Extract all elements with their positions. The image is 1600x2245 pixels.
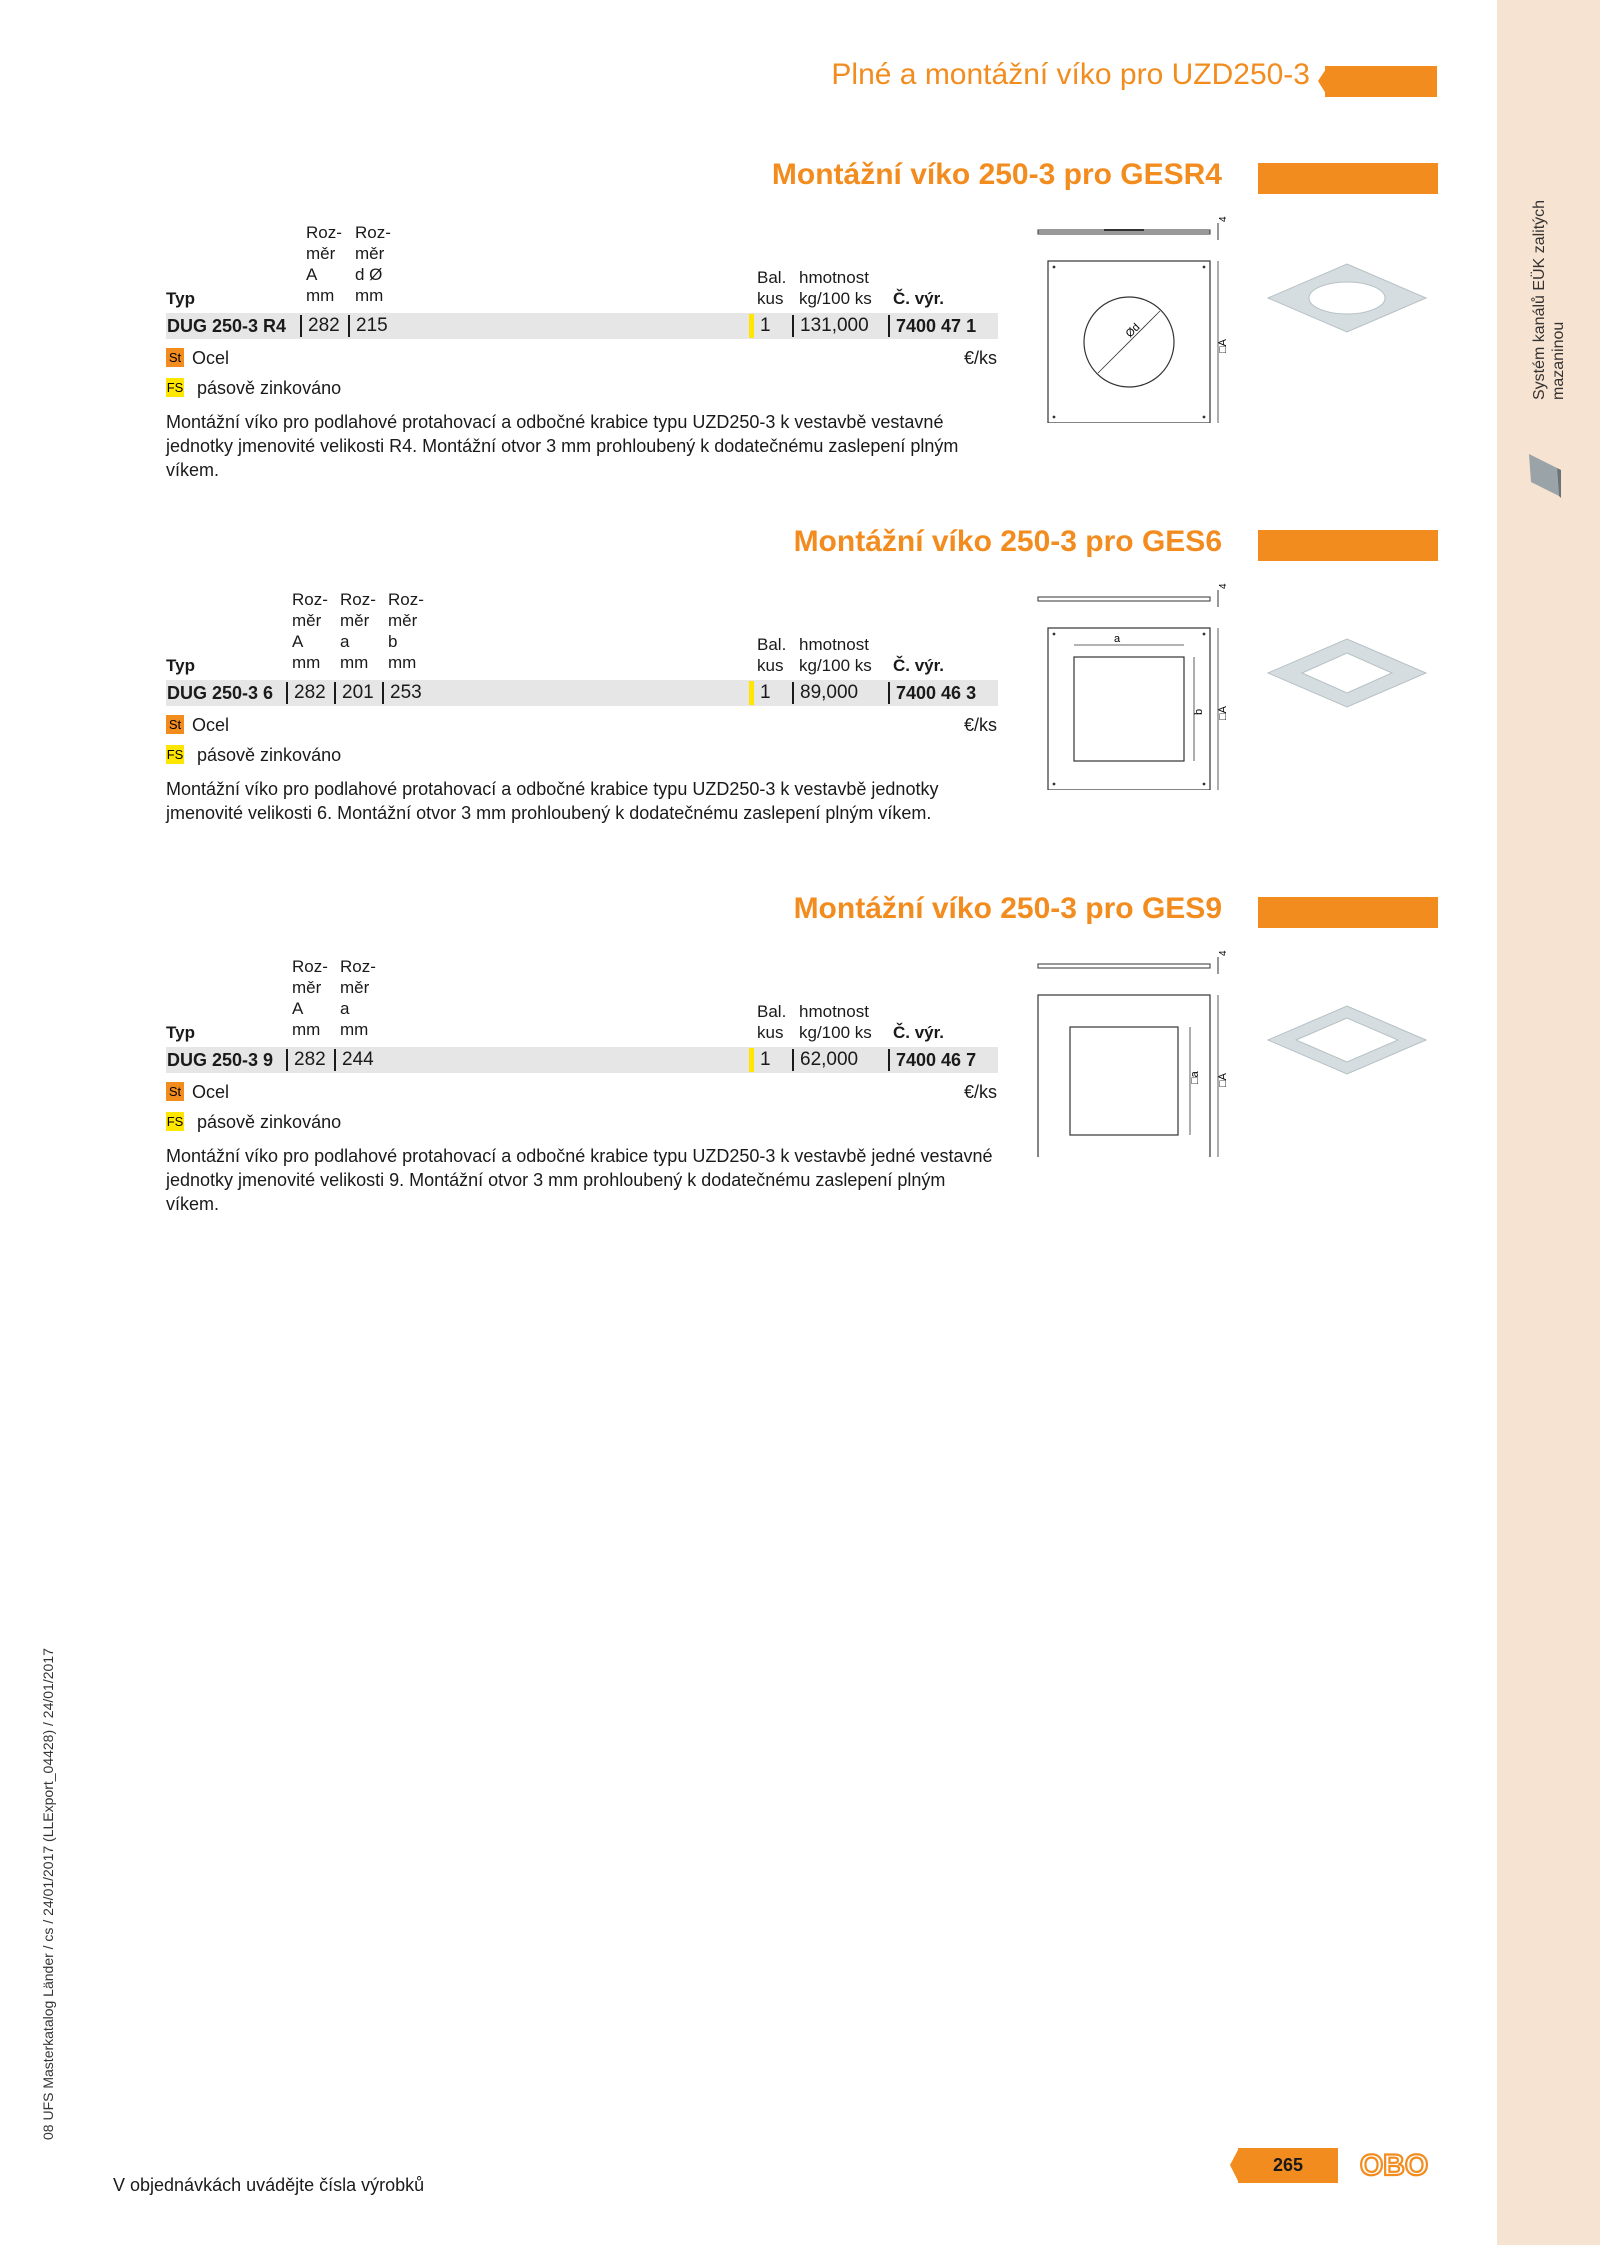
col-dim-inner-a: Roz- měr a mm <box>340 590 376 672</box>
separator <box>286 1049 288 1071</box>
row-dim-a: 282 <box>294 1049 326 1070</box>
row-dim-a: 282 <box>294 682 326 703</box>
row-dim-inner-a: 201 <box>342 682 374 703</box>
technical-drawing-ges6 <box>1030 575 1230 790</box>
svg-text:a: a <box>1114 633 1121 645</box>
separator <box>888 1049 890 1071</box>
col-dim-a: Roz- měr A mm <box>292 957 328 1039</box>
col-dim-d: Roz- měr d Ø mm <box>355 223 391 305</box>
separator <box>334 1049 336 1071</box>
finish-label: pásově zinkováno <box>197 745 342 765</box>
separator <box>888 315 890 337</box>
separator <box>888 682 890 704</box>
description: Montážní víko pro podlahové protahovací a odbočné krabice typu UZD250-3 k vestavbě jedné vestavné jednotky jmenovité velikosti 9. Montážní otvor 3 mm prohloubený k dodatečnému zaslepení plným víkem. <box>166 1146 993 1214</box>
col-bal: Bal. kus <box>757 268 787 308</box>
yellow-marker <box>749 1048 754 1072</box>
product-image-gesr4 <box>1262 258 1432 338</box>
separator <box>334 682 336 704</box>
svg-text:□A: □A <box>1217 339 1229 353</box>
row-dim-a: 282 <box>308 315 340 336</box>
product-image-ges6 <box>1262 633 1432 713</box>
svg-text:4: 4 <box>1218 216 1229 222</box>
finish-label: pásově zinkováno <box>197 1112 342 1132</box>
row-typ: DUG 250-3 6 <box>167 683 274 703</box>
section-title-ges9: Montážní víko 250-3 pro GES9 <box>793 892 1222 925</box>
svg-text:4: 4 <box>1218 950 1229 956</box>
col-hmotnost: hmotnost kg/100 ks <box>799 1002 872 1042</box>
row-hmotnost: 62,000 <box>800 1049 859 1070</box>
row-hmotnost: 89,000 <box>800 682 859 703</box>
row-hmotnost: 131,000 <box>800 315 869 336</box>
table-row <box>166 313 998 339</box>
technical-drawing-ges9 <box>1030 942 1230 1157</box>
section-title-gesr4: Montážní víko 250-3 pro GESR4 <box>771 158 1222 191</box>
footer-note: V objednávkách uvádějte čísla výrobků <box>113 2175 425 2195</box>
col-cvyr: Č. výr. <box>893 656 945 675</box>
section-accent-bar <box>1258 897 1438 928</box>
material-badge: St <box>166 1082 184 1101</box>
technical-drawing-gesr4 <box>1030 208 1230 423</box>
row-dim-d: 215 <box>356 315 388 336</box>
col-dim-a: Roz- měr A mm <box>306 223 342 305</box>
price-unit: €/ks <box>963 715 997 735</box>
row-bal: 1 <box>760 1049 771 1070</box>
material-label: Ocel <box>192 1082 230 1102</box>
title-accent-bar <box>1325 66 1437 97</box>
finish-badge: FS <box>166 380 184 395</box>
separator <box>792 1049 794 1071</box>
section-accent-bar <box>1258 530 1438 561</box>
finish-badge: FS <box>166 1114 184 1129</box>
separator <box>382 682 384 704</box>
col-hmotnost: hmotnost kg/100 ks <box>799 268 872 308</box>
material-label: Ocel <box>192 348 230 368</box>
row-bal: 1 <box>760 315 771 336</box>
price-unit: €/ks <box>963 1082 997 1102</box>
yellow-marker <box>749 314 754 338</box>
svg-text:□a: □a <box>1189 1071 1201 1084</box>
finish-label: pásově zinkováno <box>197 378 342 398</box>
svg-text:4: 4 <box>1218 583 1229 589</box>
col-typ: Typ <box>166 289 195 308</box>
row-typ: DUG 250-3 R4 <box>167 316 287 336</box>
separator <box>286 682 288 704</box>
col-cvyr: Č. výr. <box>893 1023 945 1042</box>
svg-text:b: b <box>1193 708 1205 715</box>
row-cvyr: 7400 46 3 <box>896 683 977 703</box>
section-title-ges6: Montážní víko 250-3 pro GES6 <box>793 525 1222 558</box>
svg-text:OBO: OBO <box>1359 2149 1429 2182</box>
sidebar-label: Systém kanálů EÜK zalitých mazaninou <box>1531 199 1567 400</box>
obo-logo-icon <box>1354 2148 1434 2182</box>
material-label: Ocel <box>192 715 230 735</box>
col-bal: Bal. kus <box>757 635 787 675</box>
price-unit: €/ks <box>963 348 997 368</box>
section-accent-bar <box>1258 163 1438 194</box>
table-row <box>166 680 998 706</box>
page-number: 265 <box>1238 2148 1338 2183</box>
col-dim-a: Roz- měr A mm <box>292 590 328 672</box>
svg-text:Ød: Ød <box>1123 321 1143 341</box>
print-metadata: 08 UFS Masterkatalog Länder / cs / 24/01/2017 (LLExport_04428) / 24/01/2017 <box>40 1648 56 2140</box>
separator <box>348 315 350 337</box>
table-row <box>166 1047 998 1073</box>
col-dim-b: Roz- měr b mm <box>388 590 424 672</box>
row-dim-b: 253 <box>390 682 422 703</box>
page-title: Plné a montážní víko pro UZD250-3 <box>831 58 1310 91</box>
col-cvyr: Č. výr. <box>893 289 945 308</box>
col-typ: Typ <box>166 1023 195 1042</box>
separator <box>300 315 302 337</box>
svg-text:□A: □A <box>1217 706 1229 720</box>
separator <box>792 682 794 704</box>
row-cvyr: 7400 47 1 <box>896 316 977 336</box>
svg-text:□A: □A <box>1217 1073 1229 1087</box>
material-badge: St <box>166 715 184 734</box>
description: Montážní víko pro podlahové protahovací a odbočné krabice typu UZD250-3 k vestavbě jednotky jmenovité velikosti 6. Montážní otvor 3 mm prohloubený k dodatečnému zaslepení plným víkem. <box>166 779 939 823</box>
col-hmotnost: hmotnost kg/100 ks <box>799 635 872 675</box>
col-typ: Typ <box>166 656 195 675</box>
separator <box>792 315 794 337</box>
row-bal: 1 <box>760 682 771 703</box>
col-dim-inner-a: Roz- měr a mm <box>340 957 376 1039</box>
row-cvyr: 7400 46 7 <box>896 1050 977 1070</box>
row-dim-inner-a: 244 <box>342 1049 374 1070</box>
row-typ: DUG 250-3 9 <box>167 1050 274 1070</box>
col-bal: Bal. kus <box>757 1002 787 1042</box>
section-marker-icon <box>1527 450 1563 500</box>
finish-badge: FS <box>166 747 184 762</box>
material-badge: St <box>166 348 184 367</box>
product-image-ges9 <box>1262 1000 1432 1080</box>
yellow-marker <box>749 681 754 705</box>
description: Montážní víko pro podlahové protahovací a odbočné krabice typu UZD250-3 k vestavbě vestavné jednotky jmenovité velikosti R4. Montážní otvor 3 mm prohloubený k dodatečnému zaslepení plným víkem. <box>166 412 959 480</box>
